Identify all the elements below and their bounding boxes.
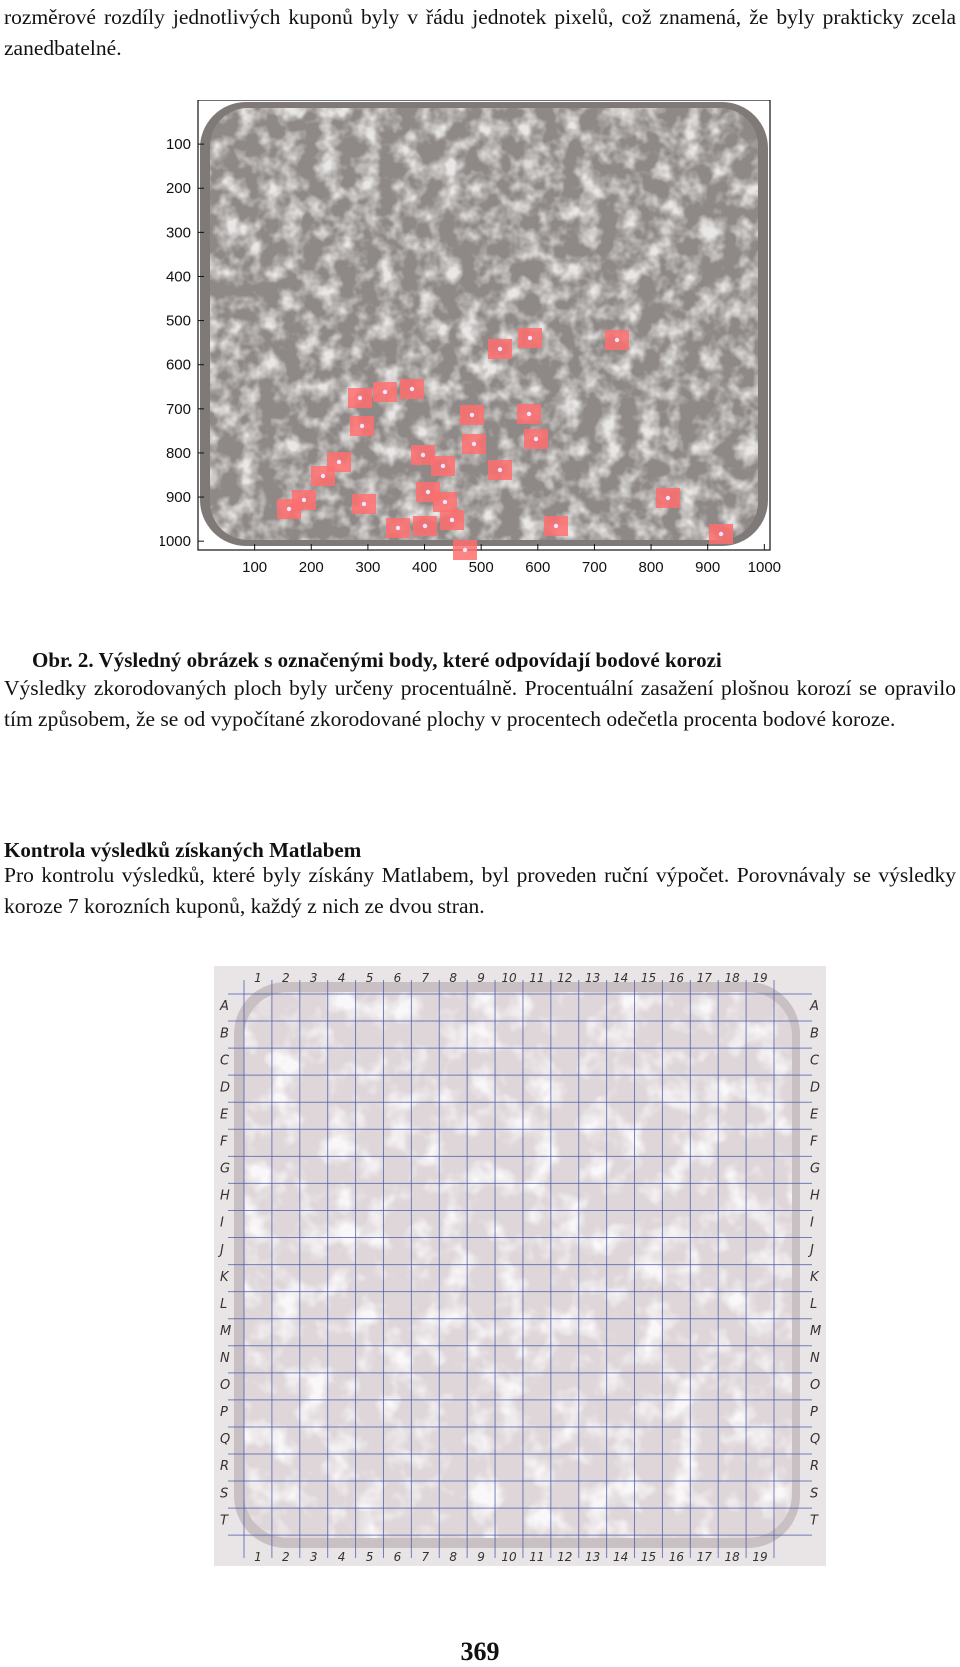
pit-center-dot [719, 532, 723, 536]
grid-row-label-left: R [220, 1459, 230, 1475]
page-number: 369 [460, 1637, 500, 1666]
pit-center-dot [534, 437, 538, 441]
grid-column-label-bottom: 2 [282, 1550, 290, 1564]
grid-row-label-right: L [810, 1296, 818, 1312]
grid-column-label-bottom: 12 [557, 1550, 573, 1564]
pit-center-dot [423, 524, 427, 528]
grid-column-label-bottom: 13 [585, 1550, 601, 1564]
grid-column-label-bottom: 6 [393, 1550, 402, 1564]
grid-row-label-left: H [220, 1188, 230, 1204]
grid-row-label-left: I [220, 1215, 224, 1231]
x-tick-label: 900 [695, 559, 721, 576]
grid-row-label-left: T [220, 1513, 228, 1529]
pit-center-dot [426, 490, 430, 494]
figure-grid-coupon [214, 966, 826, 1566]
grid-column-label-bottom: 7 [421, 1550, 430, 1564]
x-tick-label: 100 [242, 559, 268, 576]
grid-column-label-top: 17 [696, 971, 712, 985]
grid-row-label-left: G [220, 1161, 231, 1177]
x-tick-label: 1000 [747, 559, 782, 576]
grid-row-label-left: F [220, 1134, 228, 1150]
grid-column-label-bottom: 4 [337, 1550, 346, 1564]
grid-row-label-right: H [810, 1188, 820, 1204]
grid-row-label-right: N [810, 1351, 820, 1366]
grid-column-label-top: 19 [752, 971, 768, 985]
grid-column-label-bottom: 10 [501, 1550, 517, 1564]
paragraph-manual-check: Pro kontrolu výsledků, které byly získány Matlabem, byl proveden ruční výpočet. Porovnávaly se výsledky koroze 7 korozních kuponů, každý z nich ze dvou stran. [4, 863, 956, 918]
grid-row-label-left: B [220, 1026, 229, 1042]
grid-column-label-bottom: 18 [724, 1550, 740, 1564]
y-tick-label: 700 [165, 400, 191, 418]
grid-column-label-top: 2 [282, 971, 290, 985]
grid-row-label-right: E [810, 1107, 819, 1123]
y-tick-label: 100 [165, 136, 191, 154]
pit-center-dot [443, 500, 447, 504]
y-tick-label: 400 [165, 268, 191, 286]
x-tick-label: 800 [638, 559, 664, 576]
pit-center-dot [615, 338, 619, 342]
grid-row-label-left: K [220, 1269, 229, 1285]
y-tick-label: 600 [165, 356, 191, 374]
grid-column-label-top: 6 [393, 971, 402, 985]
pit-center-dot [463, 548, 467, 552]
y-tick-label: 300 [165, 224, 191, 242]
grid-row-label-right: S [810, 1486, 819, 1502]
pit-center-dot [441, 464, 445, 468]
pit-center-dot [362, 502, 366, 506]
grid-column-label-bottom: 5 [365, 1550, 374, 1564]
x-tick-label: 200 [298, 559, 324, 576]
grid-column-label-bottom: 9 [477, 1550, 485, 1564]
pit-center-dot [410, 387, 414, 391]
x-tick-label: 500 [468, 559, 494, 576]
grid-row-label-left: Q [220, 1432, 231, 1448]
grid-column-label-bottom: 11 [529, 1550, 545, 1564]
grid-row-label-right: D [810, 1080, 821, 1096]
grid-row-label-right: B [810, 1026, 819, 1042]
grid-row-label-right: O [810, 1378, 821, 1394]
pit-center-dot [498, 347, 502, 351]
pit-center-dot [287, 507, 291, 511]
grid-column-label-top: 9 [477, 971, 485, 985]
grid-column-label-top: 18 [724, 971, 740, 985]
grid-column-label-top: 7 [421, 971, 430, 985]
grid-row-label-left: A [220, 999, 229, 1015]
pit-center-dot [472, 442, 476, 446]
y-tick-label: 1000 [160, 533, 191, 551]
grid-row-label-left: E [220, 1107, 229, 1123]
figure-caption: Obr. 2. Výsledný obrázek s označenými body, které odpovídají bodové korozi [32, 648, 722, 672]
grid-column-label-top: 16 [668, 971, 685, 985]
pit-center-dot [666, 496, 670, 500]
y-tick-label: 900 [165, 489, 191, 507]
grid-column-label-bottom: 14 [612, 1550, 629, 1564]
grid-row-label-right: C [810, 1053, 820, 1069]
grid-row-label-right: J [810, 1242, 814, 1258]
y-tick-label: 200 [165, 180, 191, 198]
grid-row-label-left: S [220, 1486, 229, 1502]
paragraph-results: Výsledky zkorodovaných ploch byly určeny procentuálně. Procentuální zasažení plošnou korozí se opravilo tím způsobem, že se od vypočítané zkorodované plochy v procentech odečetla procenta bodové koroze. [4, 676, 956, 731]
grid-column-label-bottom: 1 [254, 1550, 262, 1564]
grid-column-label-bottom: 15 [640, 1550, 657, 1564]
x-tick-label: 700 [581, 559, 607, 576]
grid-row-label-right: M [810, 1323, 822, 1339]
pit-center-dot [527, 412, 531, 416]
grid-row-label-left: D [220, 1080, 231, 1096]
pit-center-dot [360, 424, 364, 428]
grid-column-label-top: 5 [365, 971, 374, 985]
grid-column-label-top: 3 [309, 971, 318, 985]
intro-paragraph: rozměrové rozdíly jednotlivých kuponů byly v řádu jednotek pixelů, což znamená, že byly prakticky zcela zanedbatelné. [4, 5, 956, 60]
pit-center-dot [554, 524, 558, 528]
grid-column-label-top: 13 [585, 971, 601, 985]
pit-center-dot [396, 526, 400, 530]
grid-row-label-left: M [220, 1323, 232, 1339]
pit-center-dot [450, 518, 454, 522]
grid-column-label-top: 8 [449, 971, 458, 985]
grid-column-label-top: 1 [254, 971, 262, 985]
grid-row-label-right: T [810, 1513, 818, 1529]
grid-column-label-top: 14 [612, 971, 629, 985]
grid-row-label-right: P [810, 1405, 818, 1421]
grid-column-label-bottom: 3 [309, 1550, 318, 1564]
pit-center-dot [498, 468, 502, 472]
pit-center-dot [470, 413, 474, 417]
section-heading: Kontrola výsledků získaných Matlabem [4, 838, 362, 862]
grid-row-label-left: P [220, 1405, 228, 1421]
y-tick-label: 800 [165, 444, 191, 462]
grid-row-label-left: N [220, 1351, 230, 1366]
grid-row-label-right: Q [810, 1432, 821, 1448]
figure-corrosion-points [160, 100, 840, 615]
grid-row-label-right: I [810, 1215, 814, 1231]
pit-center-dot [321, 474, 325, 478]
grid-column-label-top: 11 [529, 971, 545, 985]
grid-row-label-left: O [220, 1378, 231, 1394]
grid-row-label-right: R [810, 1459, 820, 1475]
grid-column-label-top: 15 [640, 971, 657, 985]
x-tick-label: 600 [525, 559, 551, 576]
grid-row-label-left: L [220, 1296, 228, 1312]
grid-column-label-top: 12 [557, 971, 573, 985]
grid-row-label-right: K [810, 1269, 819, 1285]
x-tick-label: 300 [355, 559, 381, 576]
corrosion-texture [210, 108, 758, 540]
pit-center-dot [358, 396, 362, 400]
grid-column-label-bottom: 16 [668, 1550, 685, 1564]
grid-column-label-top: 10 [501, 971, 517, 985]
x-tick-label: 400 [412, 559, 438, 576]
grid-column-label-top: 4 [337, 971, 346, 985]
pit-center-dot [383, 390, 387, 394]
pit-center-dot [421, 453, 425, 457]
grid-row-label-right: A [810, 999, 819, 1015]
pit-center-dot [528, 336, 532, 340]
pit-center-dot [302, 498, 306, 502]
grid-column-label-bottom: 17 [696, 1550, 712, 1564]
grid-row-label-left: C [220, 1053, 230, 1069]
grid-row-label-right: G [810, 1161, 821, 1177]
y-tick-label: 500 [165, 312, 191, 330]
pit-center-dot [337, 460, 341, 464]
grid-row-label-right: F [810, 1134, 818, 1150]
grid-column-label-bottom: 19 [752, 1550, 768, 1564]
grid-row-label-left: J [220, 1242, 224, 1258]
grid-column-label-bottom: 8 [449, 1550, 458, 1564]
